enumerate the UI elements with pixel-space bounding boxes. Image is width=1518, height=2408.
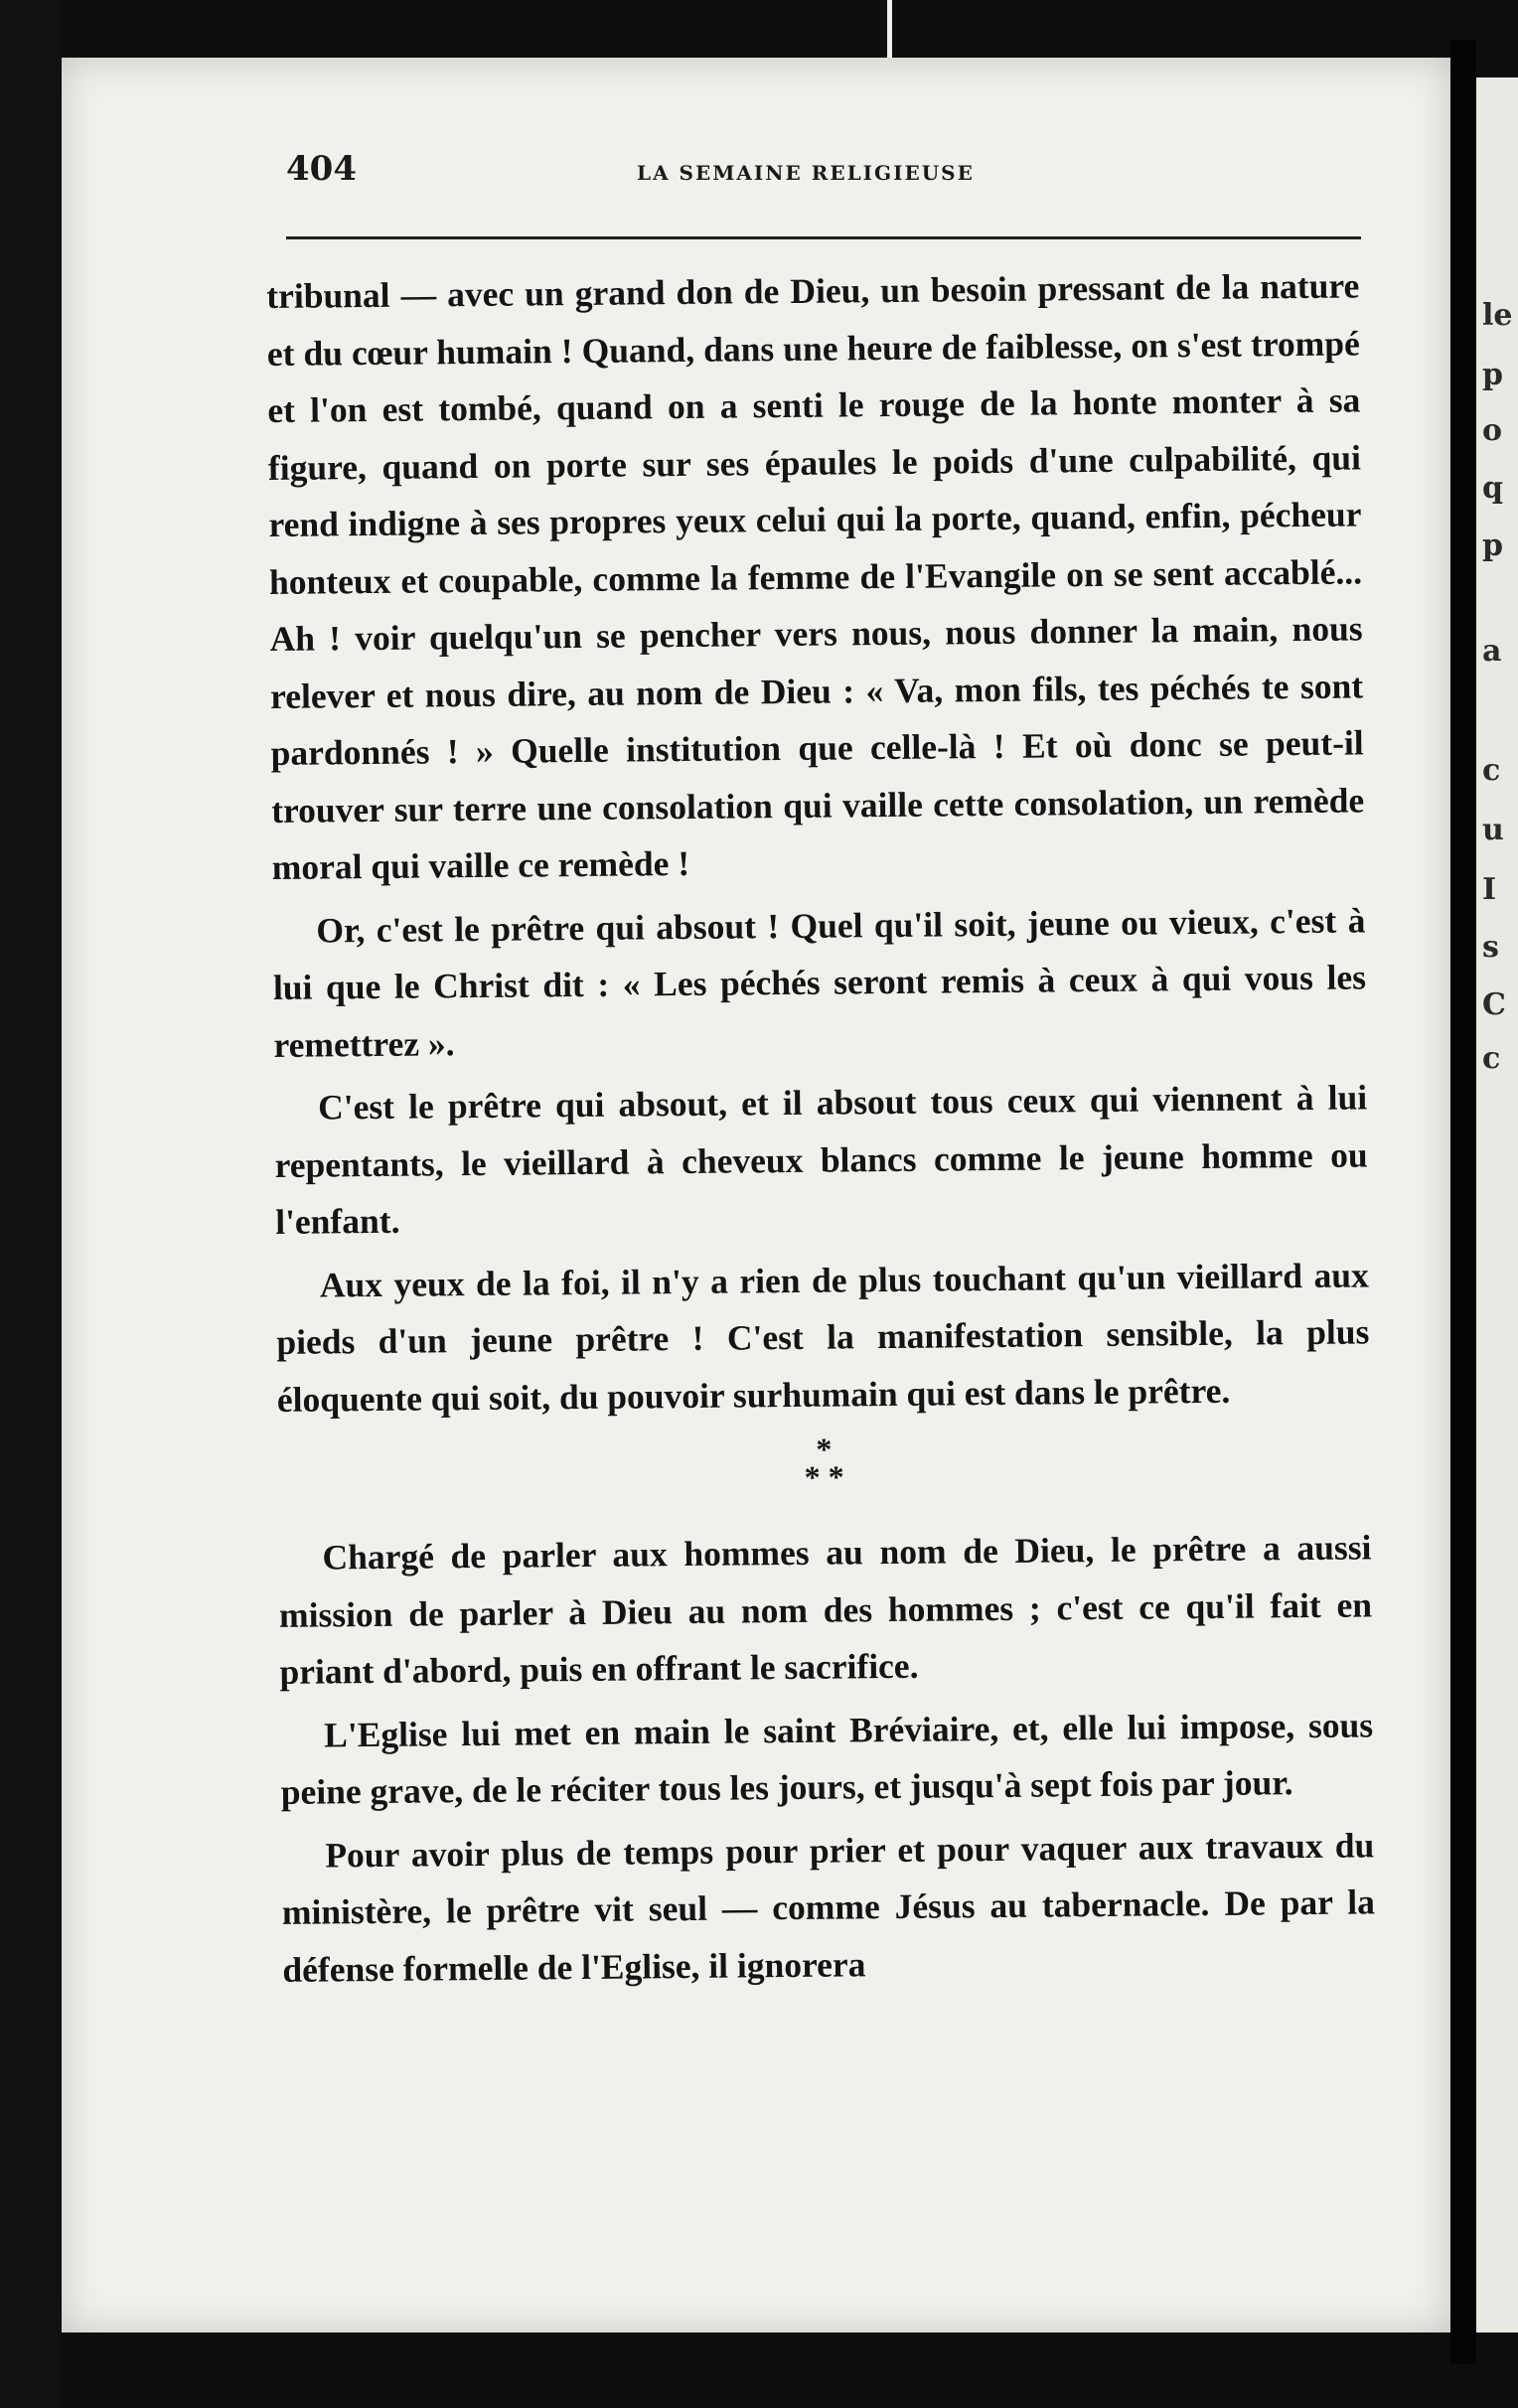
adjacent-fragment: I [1482, 872, 1497, 907]
page-number: 404 [286, 149, 357, 189]
adjacent-fragment: le [1482, 298, 1513, 333]
paragraph-3: C'est le prêtre qui absout, et il absout tous ceux qui viennent à lui repentants, le vieillard à cheveux blancs comme le jeune homme ou l'enfant. [274, 1077, 1368, 1242]
scan-artifact-mark [887, 0, 892, 60]
adjacent-fragment: o [1482, 413, 1503, 448]
paragraph-4: Aux yeux de la foi, il n'y a rien de plus touchant qu'un vieillard aux pieds d'un jeune prêtre ! C'est la manifestation sensible, la plus éloquente qui soit, du pouvoir surhumain qui est dans le prêtre. [276, 1254, 1370, 1420]
paragraph-7: Pour avoir plus de temps pour prier et pour vaquer aux travaux du ministère, le prêtre vit seul — comme Jésus au tabernacle. De par la défense formelle de l'Eglise, il ignorera [281, 1824, 1376, 1990]
paragraph-6: L'Eglise lui met en main le saint Bréviaire, et, elle lui impose, sous peine grave, de le réciter tous les jours, et jusqu'à sept fois par jour. [280, 1704, 1374, 1812]
running-title: LA SEMAINE RELIGIEUSE [637, 161, 975, 185]
running-header [223, 149, 1361, 201]
paragraph-5: Chargé de parler aux hommes au nom de Dieu, le prêtre a aussi mission de parler à Dieu au nom des hommes ; c'est ce qu'il fait en priant d'abord, puis en offrant le sacrifice. [278, 1527, 1373, 1692]
body-text [266, 257, 1376, 1998]
adjacent-page-edge [1476, 77, 1518, 2333]
scan-margin-left [0, 0, 62, 2408]
book-gutter [1450, 40, 1476, 2364]
header-rule [286, 236, 1361, 239]
separator-star-top: * [816, 1430, 833, 1467]
adjacent-fragment: u [1482, 813, 1504, 847]
section-separator [277, 1418, 1371, 1530]
adjacent-fragment: q [1482, 471, 1503, 506]
adjacent-fragment: s [1482, 930, 1499, 965]
paragraph-1: tribunal — avec un grand don de Dieu, un besoin pressant de la nature et du cœur humain ! Quand, dans une heure de faiblesse, on s'est trompé et l'on est tombé, quand on a senti le rouge de la honte monter à sa figure, quand on porte sur ses épaules le poids d'une culpabilité, qui rend indigne à ses propres yeux celui qui la porte, quand, enfin, pécheur honteux et coupable, comme la femme de l'Evangile on se sent accablé... Ah ! voir quelqu'un se pencher vers nous, nous donner la main, nous relever et nous dire, au nom de Dieu : « Va, mon fils, tes péchés te sont pardonnés ! » Quelle institution que celle-là ! Et où donc se peut-il trouver sur terre une consolation qui vaille cette consolation, un remède moral qui vaille ce remède ! [266, 265, 1365, 887]
adjacent-fragment: a [1482, 634, 1502, 669]
paragraph-2: Or, c'est le prêtre qui absout ! Quel qu'il soit, jeune ou vieux, c'est à lui que le Christ dit : « Les péchés seront remis à ceux à qui vous les remettrez ». [272, 899, 1367, 1065]
adjacent-fragment: c [1482, 753, 1501, 788]
adjacent-fragment: c [1482, 1041, 1501, 1076]
adjacent-fragment: p [1482, 528, 1503, 563]
adjacent-fragment: p [1482, 358, 1503, 392]
adjacent-fragment: C [1482, 987, 1506, 1022]
separator-stars-bottom: * * [804, 1458, 844, 1495]
